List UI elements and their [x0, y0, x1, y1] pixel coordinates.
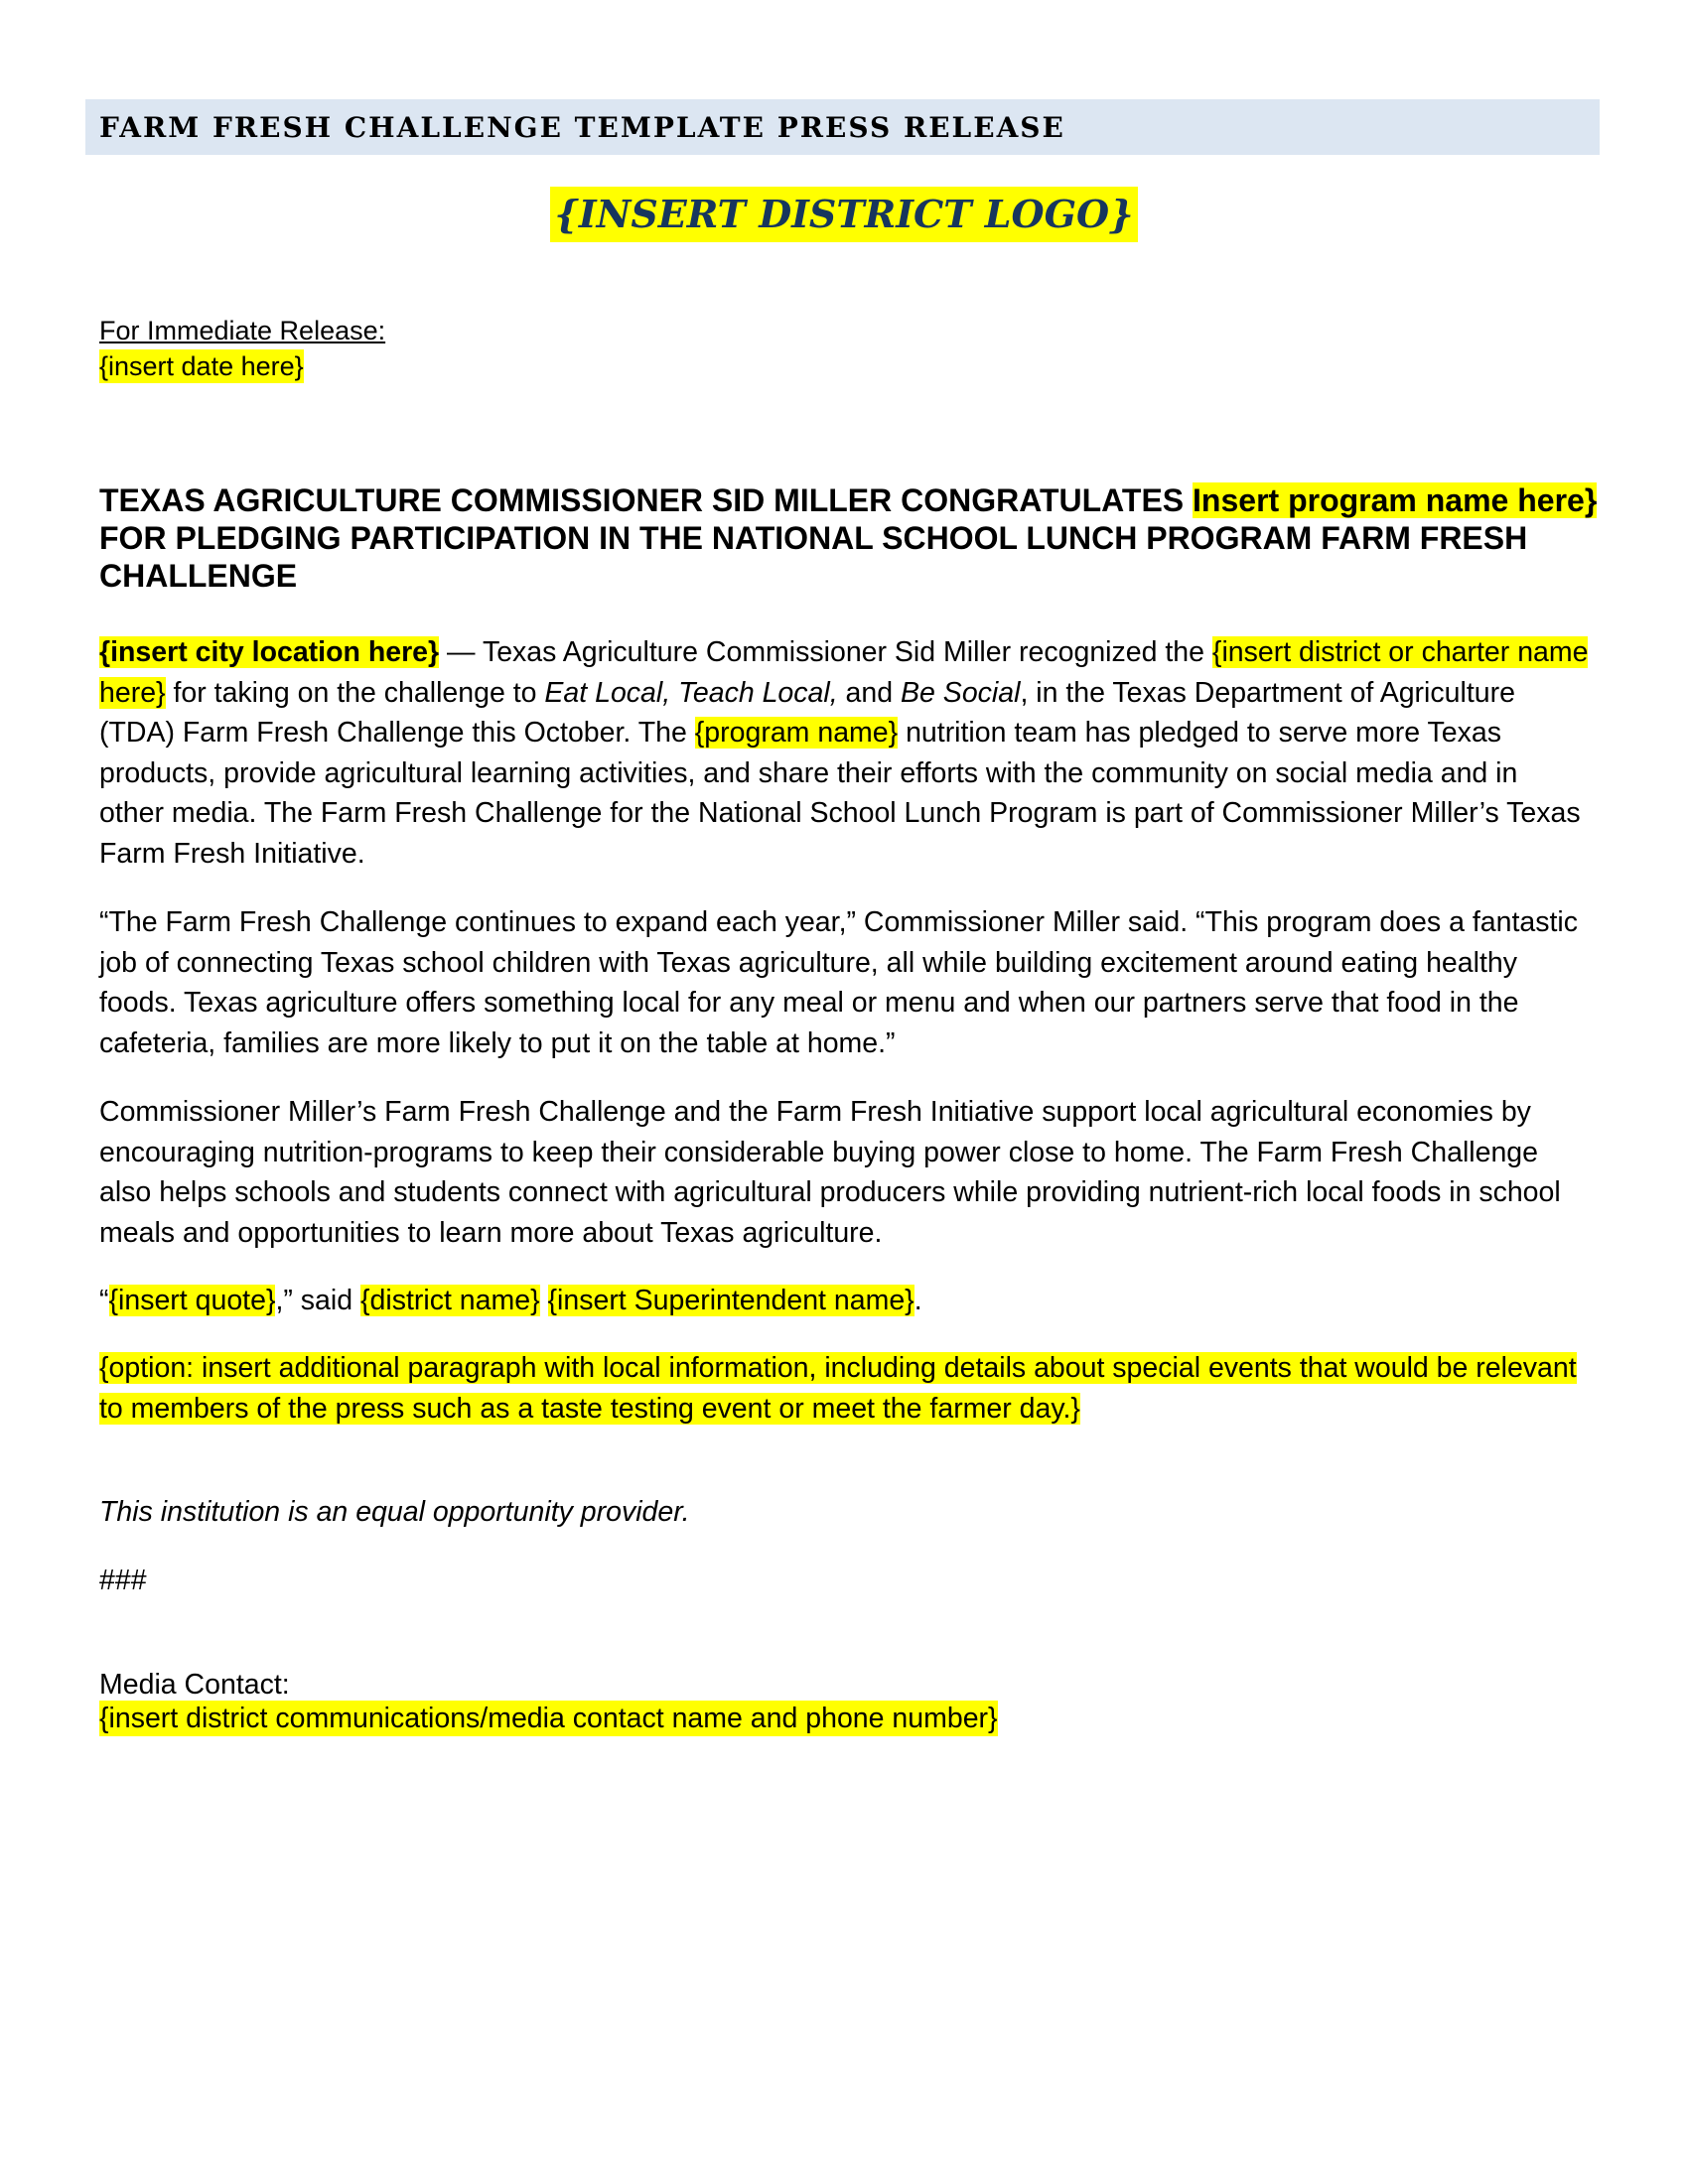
- quote-mark: “: [99, 1285, 109, 1316]
- logo-area: [0, 187, 1688, 242]
- headline: [99, 481, 1609, 595]
- headline-program-placeholder: Insert program name here}: [1193, 482, 1598, 518]
- program-name-placeholder: {program name}: [694, 717, 899, 749]
- paragraph-local-quote: [99, 1281, 1589, 1321]
- document-title: FARM FRESH CHALLENGE TEMPLATE PRESS RELEASE: [99, 111, 1065, 144]
- paragraph-text: and: [837, 676, 902, 709]
- district-placeholder: {insert district or charter name here}: [99, 636, 1589, 709]
- paragraph-text: nutrition team has pledged to serve more Texas products, provide agricultural learning activities, and share their efforts with the community on social media and in other media. The Farm Fresh Challenge for the National School Lunch Program is part of Commissioner Miller’s Texas Farm Fresh Initiative.: [99, 717, 1581, 870]
- release-date-placeholder: {insert date here}: [99, 351, 304, 381]
- release-label: For Immediate Release:: [99, 316, 386, 345]
- city-placeholder: {insert city location here}: [99, 636, 440, 668]
- paragraph-text: for taking on the challenge to: [165, 676, 545, 709]
- headline-text: FOR PLEDGING PARTICIPATION IN THE NATIONAL SCHOOL LUNCH PROGRAM FARM FRESH CHALLENGE: [99, 520, 1528, 594]
- paragraph-intro: [99, 632, 1589, 874]
- headline-text: TEXAS AGRICULTURE COMMISSIONER SID MILLER CONGRATULATES: [99, 482, 1194, 518]
- superintendent-placeholder: {insert Superintendent name}: [547, 1285, 914, 1316]
- paragraph-text: — Texas Agriculture Commissioner Sid Miller recognized the: [439, 636, 1212, 668]
- paragraph-text: , in the Texas Department of Agriculture (TDA) Farm Fresh Challenge this October. The: [99, 676, 1515, 749]
- quote-placeholder: {insert quote}: [108, 1285, 276, 1316]
- paragraph-commissioner-quote: “The Farm Fresh Challenge continues to expand each year,” Commissioner Miller said. “This program does a fantastic job of connecting Texas school children with Texas agriculture, all while building excitement around eating healthy foods. Texas agriculture offers something local for any meal or menu and when our partners serve that food in the cafeteria, families are more likely to put it on the table at home.”: [99, 906, 1578, 1059]
- end-mark: ###: [99, 1565, 147, 1596]
- district-name-placeholder: {district name}: [360, 1285, 540, 1316]
- district-logo-placeholder: {INSERT DISTRICT LOGO}: [550, 187, 1137, 242]
- paragraph-text: .: [914, 1285, 922, 1316]
- media-contact-label: Media Contact:: [99, 1669, 290, 1701]
- paragraph-text: [540, 1285, 548, 1316]
- eat-local-phrase: Eat Local, Teach Local,: [544, 676, 838, 709]
- paragraph-optional: [99, 1348, 1589, 1429]
- paragraph-text: ,” said: [275, 1285, 360, 1316]
- optional-paragraph-placeholder: {option: insert additional paragraph with local information, including details about special events that would be relevant to members of the press such as a taste testing event or meet the farmer day.}: [99, 1352, 1577, 1425]
- media-contact-placeholder: {insert district communications/media contact name and phone number}: [99, 1703, 998, 1734]
- paragraph-initiative: Commissioner Miller’s Farm Fresh Challenge and the Farm Fresh Initiative support local agricultural economies by encouraging nutrition-programs to keep their considerable buying power close to home. The Farm Fresh Challenge also helps schools and students connect with agricultural producers while providing nutrient-rich local foods in school meals and opportunities to learn more about Texas agriculture.: [99, 1096, 1561, 1249]
- equal-opportunity-statement: This institution is an equal opportunity provider.: [99, 1496, 690, 1528]
- be-social-phrase: Be Social: [901, 676, 1021, 709]
